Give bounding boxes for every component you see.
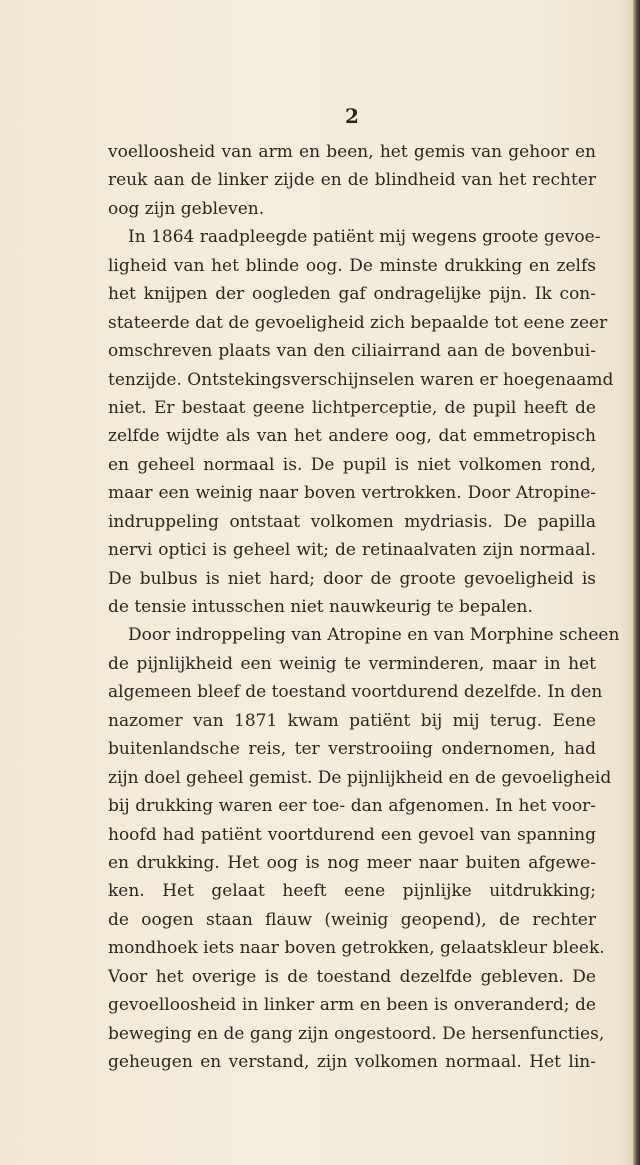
text-line: oog zijn gebleven. <box>108 198 265 219</box>
text-line: bij drukking waren eer toe- dan afgenomen. In het voor- <box>108 796 596 817</box>
text-line: gevoelloosheid in linker arm en been is onveranderd; de <box>108 995 596 1016</box>
text-line: mondhoek iets naar boven getrokken, gelaatskleur bleek. <box>108 938 605 959</box>
text-line: de pijnlijkheid een weinig te verminderen, maar in het <box>108 653 596 674</box>
text-line: ken. Het gelaat heeft eene pijnlijke uitdrukking; <box>108 881 596 902</box>
page-edge-shadow <box>633 0 640 1165</box>
text-line: omschreven plaats van den ciliairrand aan de bovenbui- <box>108 341 596 362</box>
page-number: 2 <box>345 104 359 128</box>
text-line: De bulbus is niet hard; door de groote gevoeligheid is <box>108 568 596 589</box>
text-line: tenzijde. Ontstekingsverschijnselen waren er hoegenaamd <box>108 369 614 390</box>
text-line: nazomer van 1871 kwam patiënt bij mij terug. Eene <box>108 710 596 731</box>
text-line: ligheid van het blinde oog. De minste drukking en zelfs <box>108 255 596 276</box>
body-text <box>108 138 620 1076</box>
text-line: en drukking. Het oog is nog meer naar buiten afgewe- <box>108 852 596 873</box>
text-line: voelloosheid van arm en been, het gemis van gehoor en <box>108 142 596 162</box>
text-line: de tensie intusschen niet nauwkeurig te bepalen. <box>108 597 533 617</box>
text-line: stateerde dat de gevoeligheid zich bepaalde tot eene zeer <box>108 312 608 333</box>
text-line: hoofd had patiënt voortdurend een gevoel van spanning <box>108 824 596 845</box>
text-line: reuk aan de linker zijde en de blindheid van het rechter <box>108 170 596 191</box>
text-line: algemeen bleef de toestand voortdurend dezelfde. In den <box>108 682 603 703</box>
text-line: zelfde wijdte als van het andere oog, dat emmetropisch <box>108 426 596 447</box>
text-line: niet. Er bestaat geene lichtperceptie, de pupil heeft de <box>108 397 596 418</box>
text-line: indruppeling ontstaat volkomen mydriasis. De papilla <box>108 511 596 532</box>
text-line: nervi optici is geheel wit; de retinaalvaten zijn normaal. <box>108 540 596 561</box>
text-line: buitenlandsche reis, ter verstrooiing ondernomen, had <box>108 739 596 760</box>
text-line: geheugen en verstand, zijn volkomen normaal. Het lin- <box>108 1052 596 1072</box>
text-line: zijn doel geheel gemist. De pijnlijkheid en de gevoeligheid <box>108 767 612 788</box>
text-line: Voor het overige is de toestand dezelfde gebleven. De <box>108 966 596 987</box>
text-line: In 1864 raadpleegde patiënt mij wegens groote gevoe- <box>128 227 601 248</box>
text-line: beweging en de gang zijn ongestoord. De hersenfuncties, <box>108 1023 605 1044</box>
text-line: en geheel normaal is. De pupil is niet volkomen rond, <box>108 454 596 475</box>
text-line: de oogen staan flauw (weinig geopend), de rechter <box>108 909 596 930</box>
text-line: het knijpen der oogleden gaf ondragelijke pijn. Ik con- <box>108 284 596 305</box>
text-line: maar een weinig naar boven vertrokken. Door Atropine- <box>108 483 596 504</box>
text-line: Door indroppeling van Atropine en van Morphine scheen <box>128 625 620 646</box>
